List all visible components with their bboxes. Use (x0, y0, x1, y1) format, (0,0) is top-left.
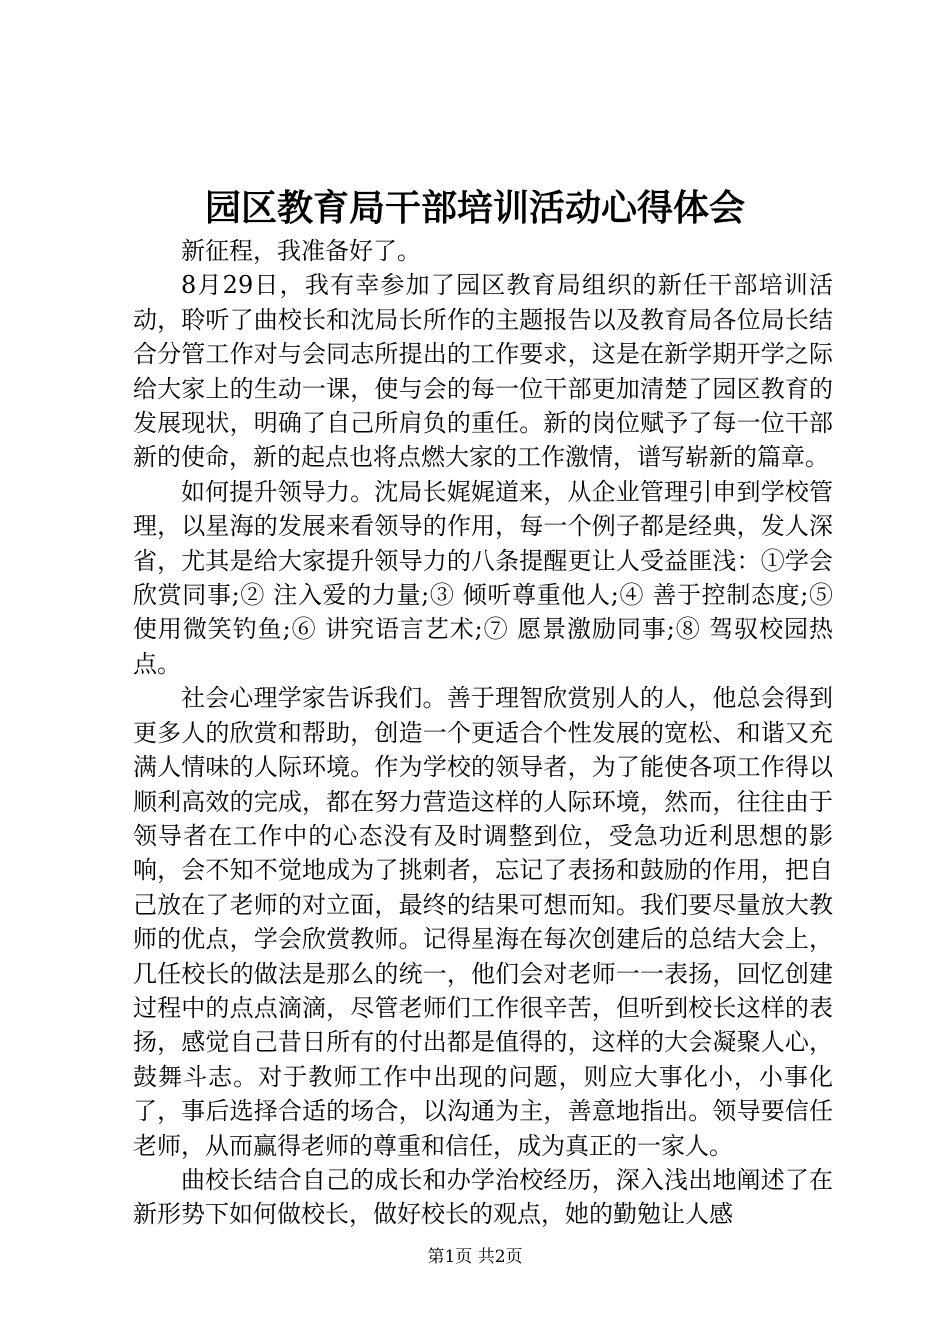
document-body (133, 234, 833, 1232)
paragraph-1: 新征程，我准备好了。 (181, 237, 421, 265)
page-footer: 第1页 共2页 (427, 1247, 523, 1267)
paragraph-4: 社会心理学家告诉我们。善于理智欣赏别人的人，他总会得到更多人的欣赏和帮助，创造一个更适合个性发展的宽松、和谐又充满人情味的人际环境。作为学校的领导者，为了能使各项工作得以顺利高效的完成，都在努力营造这样的人际环境，然而，往往由于领导者在工作中的心态没有及时调整到位，受急功近利思想的影响，会不知不觉地成为了挑刺者，忘记了表扬和鼓励的作用，把自己放在了老师的对立面，最终的结果可想而知。我们要尽量放大教师的优点，学会欣赏教师。记得星海在每次创建后的总结大会上，几任校长的做法是那么的统一，他们会对老师一一表扬，回忆创建过程中的点点滴滴，尽管老师们工作很辛苦，但听到校长这样的表扬，感觉自己昔日所有的付出都是值得的，这样的大会凝聚人心，鼓舞斗志。对于教师工作中出现的问题，则应大事化小，小事化了，事后选择合适的场合，以沟通为主，善意地指出。领导要信任老师，从而赢得老师的尊重和信任，成为真正的一家人。 (133, 684, 833, 1160)
paragraph-3: 如何提升领导力。沈局长娓娓道来，从企业管理引申到学校管理，以星海的发展来看领导的作用，每一个例子都是经典，发人深省，尤其是给大家提升领导力的八条提醒更让人受益匪浅：①学会欣赏同事;② 注入爱的力量;③ 倾听尊重他人;④ 善于控制态度;⑤ 使用微笑钓鱼;⑥ 讲究语言艺术;⑦ 愿景激励同事;⑧ 驾驭校园热点。 (133, 477, 833, 678)
paragraph-2: 8月29日，我有幸参加了园区教育局组织的新任干部培训活动，聆听了曲校长和沈局长所作的主题报告以及教育局各位局长结合分管工作对与会同志所提出的工作要求，这是在新学期开学之际给大家上的生动一课，使与会的每一位干部更加清楚了园区教育的发展现状，明确了自己所肩负的重任。新的岗位赋予了每一位干部新的使命，新的起点也将点燃大家的工作激情，谱写崭新的篇章。 (133, 271, 833, 472)
document-title: 园区教育局干部培训活动心得体会 (204, 188, 745, 229)
paragraph-5: 曲校长结合自己的成长和办学治校经历，深入浅出地阐述了在新形势下如何做校长，做好校长的观点，她的勤勉让人感 (133, 1165, 833, 1229)
